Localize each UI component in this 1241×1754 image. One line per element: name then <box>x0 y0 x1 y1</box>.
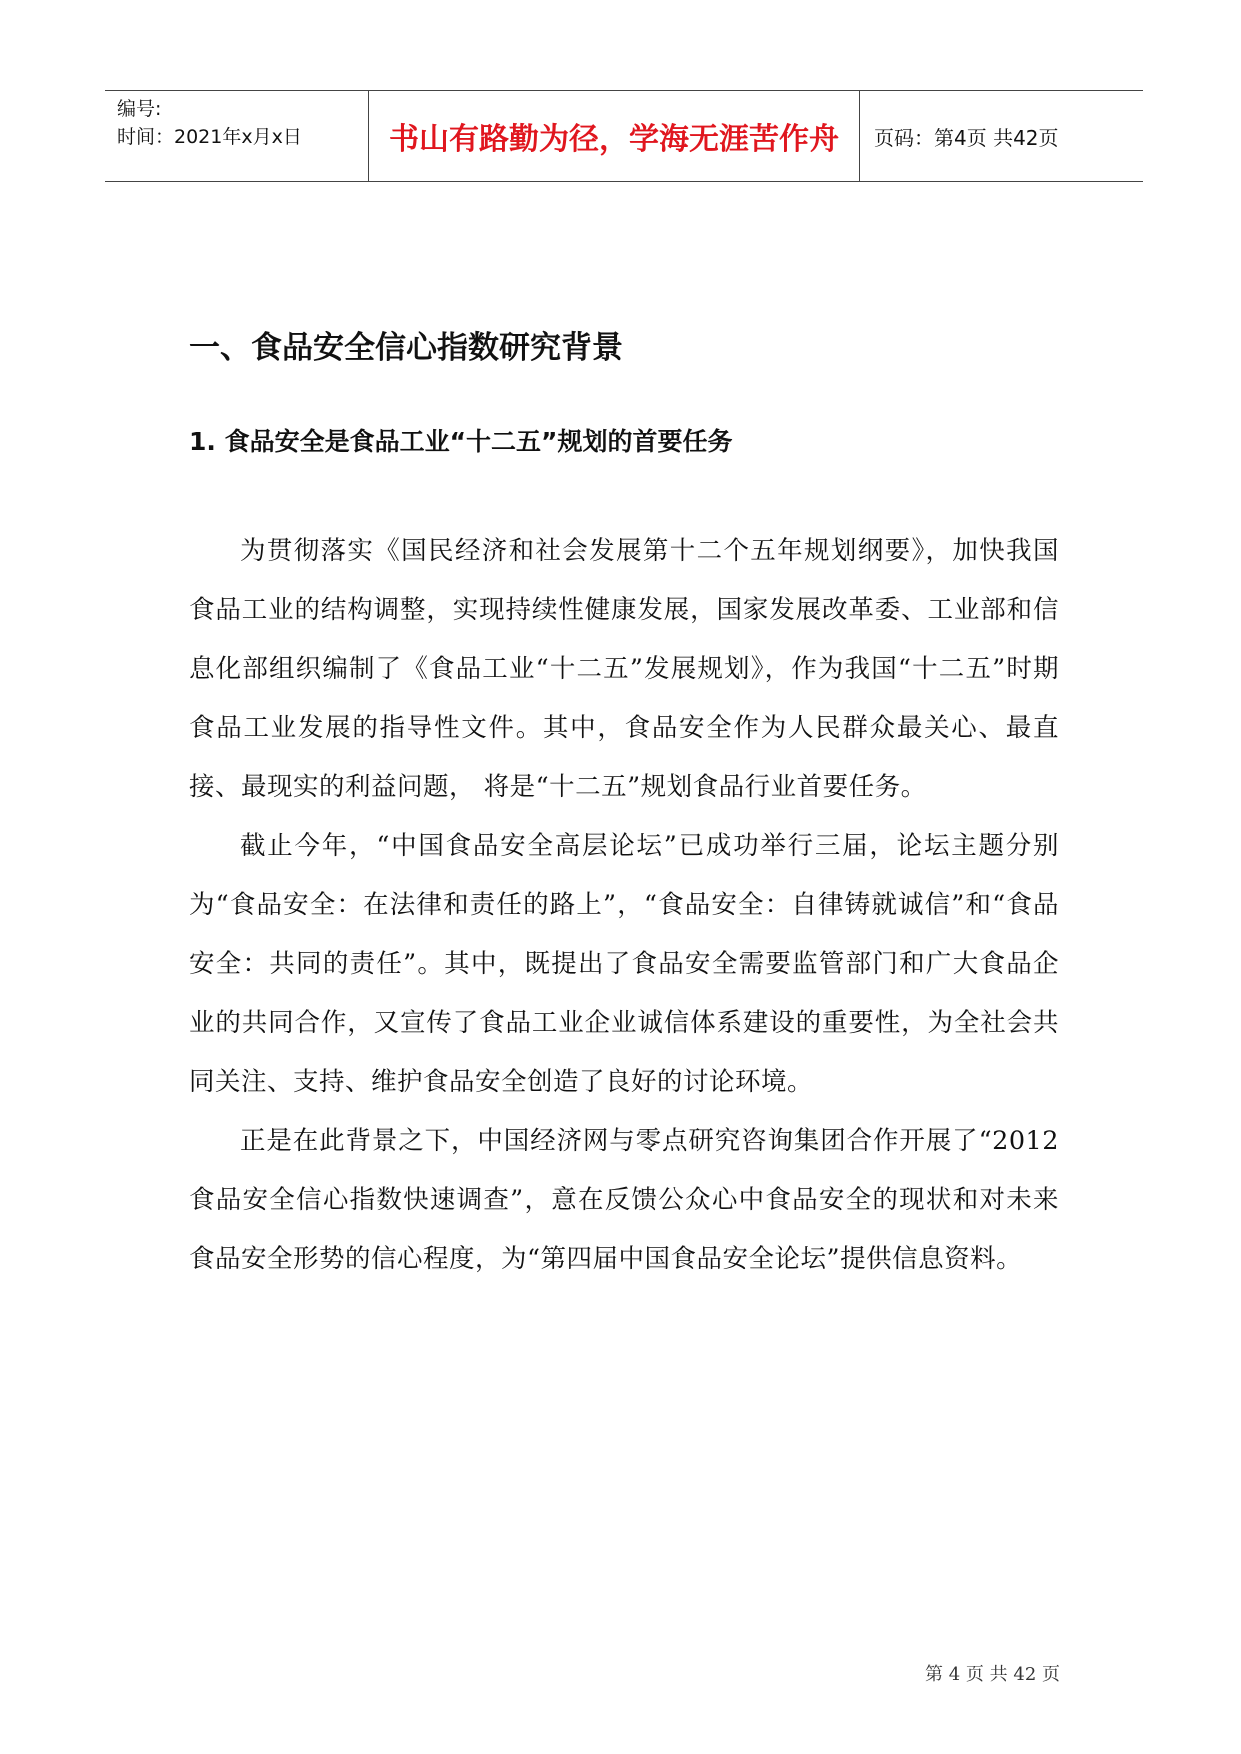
document-header <box>105 90 1143 182</box>
section-subtitle: 1. 食品安全是食品工业“十二五”规划的首要任务 <box>189 427 733 456</box>
section-title: 一、食品安全信心指数研究背景 <box>189 330 623 366</box>
header-motto: 书山有路勤为径，学海无涯苦作舟 <box>369 91 860 181</box>
body-text <box>189 522 1059 1289</box>
document-time-label: 时间：2021年x月x日 <box>117 126 302 148</box>
paragraph: 截止今年，“中国食品安全高层论坛”已成功举行三届，论坛主题分别为“食品安全：在法律和责任的路上”，“食品安全：自律铸就诚信”和“食品安全：共同的责任”。其中，既提出了食品安全需要监管部门和广大食品企业的共同合作，又宣传了食品工业企业诚信体系建设的重要性，为全社会共同关注、支持、维护食品安全创造了良好的讨论环境。 <box>189 831 1059 1097</box>
page-footer: 第 4 页 共 42 页 <box>925 1664 1060 1685</box>
document-number-label: 编号: <box>117 98 162 120</box>
main-content <box>189 320 1059 1274</box>
paragraph: 正是在此背景之下，中国经济网与零点研究咨询集团合作开展了“2012食品安全信心指数快速调查”，意在反馈公众心中食品安全的现状和对未来食品安全形势的信心程度，为“第四届中国食品安全论坛”提供信息资料。 <box>189 1126 1059 1274</box>
header-page-code: 页码：第4页 共42页 <box>874 125 1059 150</box>
header-meta-cell <box>105 91 369 181</box>
paragraph: 为贯彻落实《国民经济和社会发展第十二个五年规划纲要》，加快我国食品工业的结构调整，实现持续性健康发展，国家发展改革委、工业部和信息化部组织编制了《食品工业“十二五”发展规划》，作为我国“十二五”时期食品工业发展的指导性文件。其中，食品安全作为人民群众最关心、最直接、最现实的利益问题， 将是“十二五”规划食品行业首要任务。 <box>189 536 1059 802</box>
